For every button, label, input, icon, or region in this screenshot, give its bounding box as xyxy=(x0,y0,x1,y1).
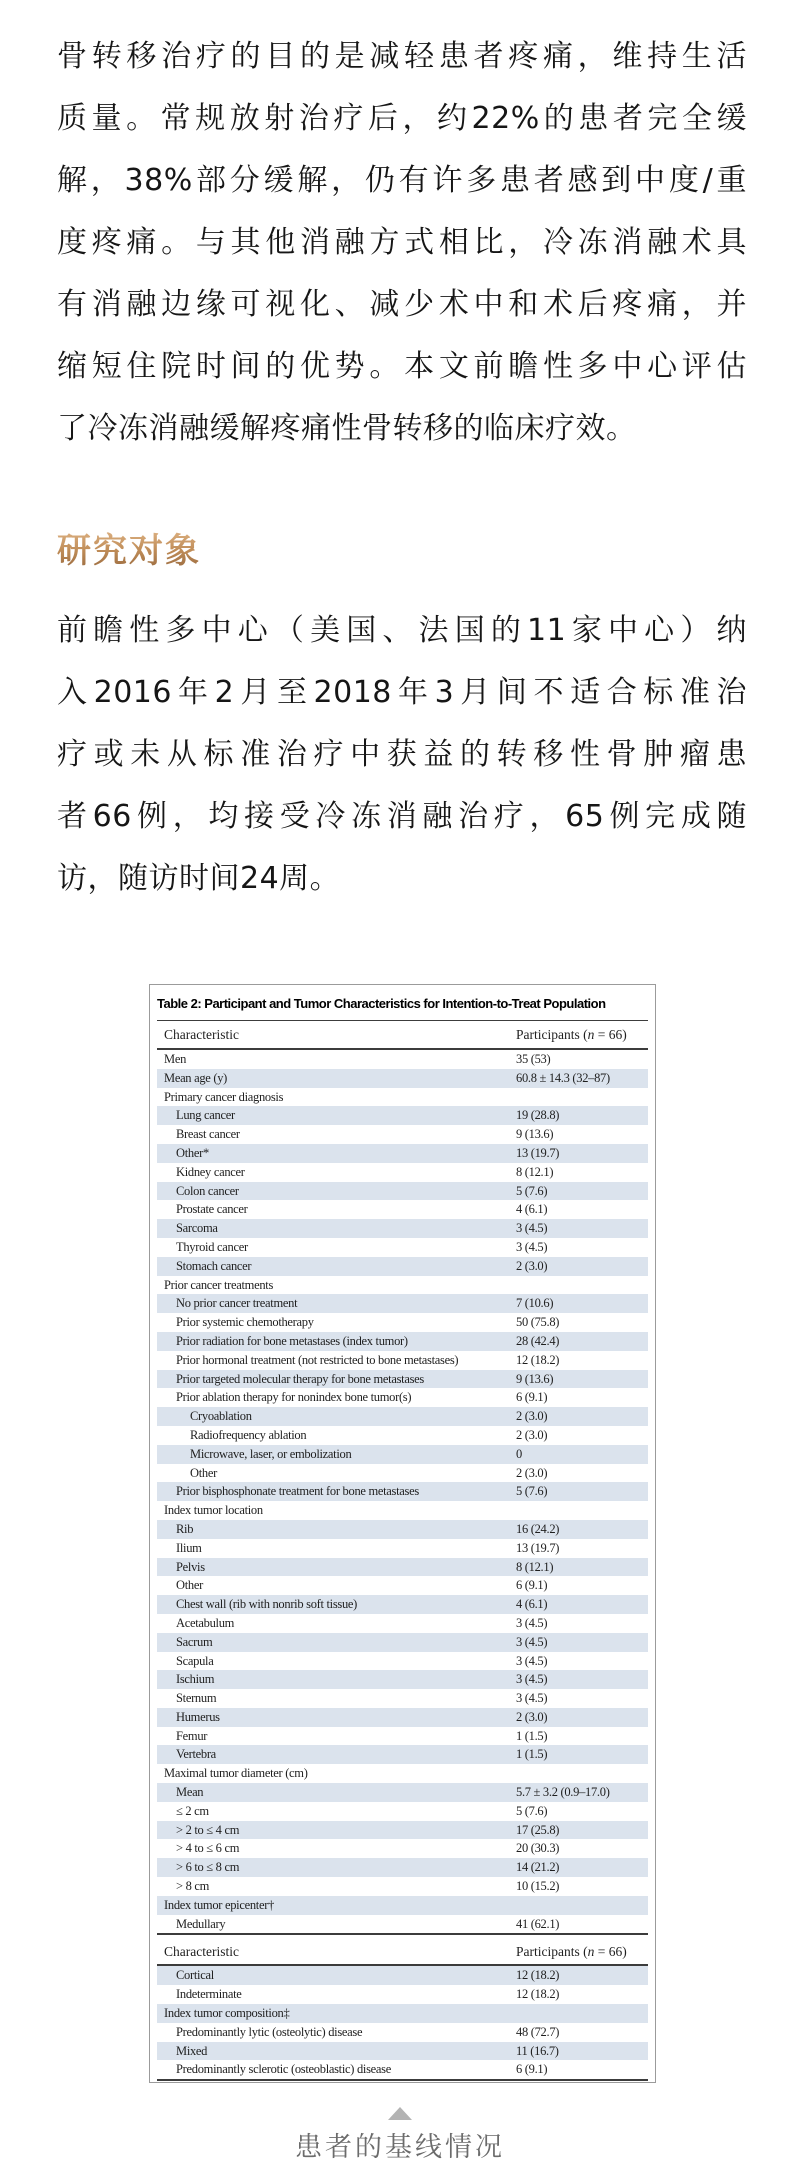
table-row xyxy=(157,2023,648,2042)
row-label: Other xyxy=(190,1465,217,1480)
row-label: Index tumor location xyxy=(164,1503,263,1518)
table-row xyxy=(157,1558,648,1577)
row-label: Prior systemic chemotherapy xyxy=(176,1315,314,1330)
column-header-characteristic: Characteristic xyxy=(164,1026,239,1042)
row-value: 3 (4.5) xyxy=(516,1672,548,1687)
row-label: Sacrum xyxy=(176,1634,213,1649)
table-row xyxy=(157,1727,648,1746)
row-label: Primary cancer diagnosis xyxy=(164,1089,284,1104)
paragraph-line: 了冷冻消融缓解疼痛性骨转移的临床疗效。 xyxy=(57,411,637,446)
row-value: 12 (18.2) xyxy=(516,1352,560,1367)
row-label: Indeterminate xyxy=(176,1987,242,2002)
row-value: 9 (13.6) xyxy=(516,1127,554,1142)
row-value: 5.7 ± 3.2 (0.9–17.0) xyxy=(516,1785,610,1800)
table-row xyxy=(157,2060,648,2079)
table-row xyxy=(157,1276,648,1295)
table-row xyxy=(157,1200,648,1219)
table-row xyxy=(157,1595,648,1614)
row-value: 13 (19.7) xyxy=(516,1540,560,1555)
row-value: 2 (3.0) xyxy=(516,1258,548,1273)
row-label: Predominantly lytic (osteolytic) disease xyxy=(176,2024,363,2039)
row-value: 10 (15.2) xyxy=(516,1879,560,1894)
paragraph-line: 解，38%部分缓解，仍有许多患者感到中度/重 xyxy=(57,163,747,198)
table-row xyxy=(157,2004,648,2023)
row-label: Mean xyxy=(176,1785,204,1800)
row-label: Men xyxy=(164,1052,187,1066)
row-label: Index tumor composition‡ xyxy=(164,2006,290,2021)
row-label: No prior cancer treatment xyxy=(176,1296,298,1311)
table-row xyxy=(157,1407,648,1426)
row-label: Sternum xyxy=(176,1691,217,1706)
row-label: Other xyxy=(176,1578,203,1593)
row-value: 3 (4.5) xyxy=(516,1221,548,1236)
column-header-participants xyxy=(516,1944,648,1960)
row-label: Medullary xyxy=(176,1916,226,1931)
row-label: Humerus xyxy=(176,1709,220,1724)
row-label: Kidney cancer xyxy=(176,1164,245,1179)
row-value: 5 (7.6) xyxy=(516,1183,548,1198)
paragraph-line: 者66例，均接受冷冻消融治疗，65例完成随 xyxy=(57,799,747,834)
table-row xyxy=(157,1858,648,1877)
table-row xyxy=(157,1839,648,1858)
paragraph-line: 疗或未从标准治疗中获益的转移性骨肿瘤患 xyxy=(57,737,747,772)
figure-caption: 患者的基线情况 xyxy=(295,2132,505,2164)
column-header-participants xyxy=(516,1027,648,1043)
row-label: Cortical xyxy=(176,1968,214,1983)
row-value: 12 (18.2) xyxy=(516,1968,560,1983)
table-row xyxy=(157,1106,648,1125)
row-label: Maximal tumor diameter (cm) xyxy=(164,1766,308,1781)
row-label: Microwave, laser, or embolization xyxy=(190,1446,352,1461)
row-label: Radiofrequency ablation xyxy=(190,1427,307,1442)
study-population-paragraph xyxy=(57,600,747,910)
table-rows-part1 xyxy=(157,1050,648,1935)
table-row xyxy=(157,1219,648,1238)
table-row xyxy=(157,1689,648,1708)
table-row xyxy=(157,1764,648,1783)
table-column-header xyxy=(157,1021,648,1050)
row-value: 13 (19.7) xyxy=(516,1145,560,1160)
section-heading-wrap xyxy=(57,528,800,580)
row-value: 9 (13.6) xyxy=(516,1371,554,1386)
row-label: Lung cancer xyxy=(176,1108,235,1123)
row-label: > 4 to ≤ 6 cm xyxy=(176,1841,240,1856)
table-row xyxy=(157,1294,648,1313)
row-label: ≤ 2 cm xyxy=(176,1803,209,1818)
row-label: Prior targeted molecular therapy for bone metastases xyxy=(176,1371,424,1386)
table-row xyxy=(157,1163,648,1182)
row-value: 8 (12.1) xyxy=(516,1559,554,1574)
row-label: Ilium xyxy=(176,1540,202,1555)
row-value: 19 (28.8) xyxy=(516,1108,560,1123)
row-label: Prior bisphosphonate treatment for bone metastases xyxy=(176,1484,419,1499)
table-row xyxy=(157,1576,648,1595)
row-value: 50 (75.8) xyxy=(516,1315,560,1330)
row-label: Rib xyxy=(176,1521,194,1536)
row-value: 2 (3.0) xyxy=(516,1409,548,1424)
table-row xyxy=(157,1050,648,1069)
row-value: 2 (3.0) xyxy=(516,1427,548,1442)
table-row xyxy=(157,1088,648,1107)
paragraph-line: 入2016年2月至2018年3月间不适合标准治 xyxy=(57,675,747,710)
row-value: 0 xyxy=(516,1446,522,1461)
table-row xyxy=(157,1877,648,1896)
paragraph-line: 骨转移治疗的目的是减轻患者疼痛，维持生活 xyxy=(57,39,747,74)
row-value: 7 (10.6) xyxy=(516,1296,554,1311)
row-label: Stomach cancer xyxy=(176,1258,252,1273)
participants-post: = 66) xyxy=(594,1944,627,1960)
table-row xyxy=(157,1520,648,1539)
row-value: 5 (7.6) xyxy=(516,1484,548,1499)
row-value: 28 (42.4) xyxy=(516,1333,560,1348)
row-value: 48 (72.7) xyxy=(516,2024,560,2039)
row-value: 2 (3.0) xyxy=(516,1709,548,1724)
table-row xyxy=(157,1370,648,1389)
row-label: Chest wall (rib with nonrib soft tissue) xyxy=(176,1597,358,1612)
table-row xyxy=(157,1445,648,1464)
table-row xyxy=(157,1388,648,1407)
table-row xyxy=(157,1821,648,1840)
row-value: 3 (4.5) xyxy=(516,1615,548,1630)
table-row xyxy=(157,1351,648,1370)
row-value: 2 (3.0) xyxy=(516,1465,548,1480)
row-label: Index tumor epicenter† xyxy=(164,1897,275,1912)
paragraph-line: 质量。常规放射治疗后，约22%的患者完全缓 xyxy=(57,101,747,136)
participants-n: n xyxy=(587,1026,595,1042)
row-label: Pelvis xyxy=(176,1559,205,1574)
row-value: 4 (6.1) xyxy=(516,1597,548,1612)
row-value: 11 (16.7) xyxy=(516,2043,559,2058)
table-row xyxy=(157,1313,648,1332)
table-row xyxy=(157,1633,648,1652)
table-row xyxy=(157,1482,648,1501)
row-value: 6 (9.1) xyxy=(516,1390,548,1405)
table-row xyxy=(157,1238,648,1257)
table-2-inner xyxy=(157,985,648,2081)
row-value: 60.8 ± 14.3 (32–87) xyxy=(516,1070,610,1085)
row-value: 8 (12.1) xyxy=(516,1164,554,1179)
table-row xyxy=(157,1670,648,1689)
row-value: 12 (18.2) xyxy=(516,1987,560,2002)
row-label: Prior hormonal treatment (not restricted to bone metastases) xyxy=(176,1352,459,1367)
table-row xyxy=(157,1745,648,1764)
row-label: Other* xyxy=(176,1145,209,1160)
row-value: 3 (4.5) xyxy=(516,1691,548,1706)
row-label: > 8 cm xyxy=(176,1879,210,1894)
participants-pre: Participants ( xyxy=(516,1026,588,1042)
row-label: Prior radiation for bone metastases (index tumor) xyxy=(176,1333,408,1348)
table-figure xyxy=(149,984,656,2083)
row-label: Acetabulum xyxy=(176,1615,235,1630)
row-label: Femur xyxy=(176,1728,208,1743)
row-label: Cryoablation xyxy=(190,1409,252,1424)
paragraph-line: 访，随访时间24周。 xyxy=(57,861,341,896)
row-value: 14 (21.2) xyxy=(516,1860,560,1875)
participants-pre: Participants ( xyxy=(516,1944,588,1960)
row-label: Scapula xyxy=(176,1653,214,1668)
row-label: Prostate cancer xyxy=(176,1202,248,1217)
row-label: > 2 to ≤ 4 cm xyxy=(176,1822,240,1837)
table-row xyxy=(157,1069,648,1088)
table-title: Table 2: Participant and Tumor Characteristics for Intention-to-Treat Population xyxy=(157,985,648,1021)
table-row xyxy=(157,1332,648,1351)
table-row xyxy=(157,1257,648,1276)
table-row xyxy=(157,1985,648,2004)
row-label: Predominantly sclerotic (osteoblastic) disease xyxy=(176,2062,391,2077)
row-label: Colon cancer xyxy=(176,1183,239,1198)
row-label: Prior cancer treatments xyxy=(164,1277,274,1292)
row-value: 4 (6.1) xyxy=(516,1202,548,1217)
table-row xyxy=(157,1144,648,1163)
table-row xyxy=(157,1708,648,1727)
table-row xyxy=(157,1652,648,1671)
table-row xyxy=(157,1915,648,1934)
row-label: Breast cancer xyxy=(176,1127,240,1142)
intro-paragraph xyxy=(57,0,747,460)
row-label: > 6 to ≤ 8 cm xyxy=(176,1860,240,1875)
collapse-triangle-icon xyxy=(388,2107,412,2120)
row-value: 17 (25.8) xyxy=(516,1822,560,1837)
table-row xyxy=(157,1426,648,1445)
table-row xyxy=(157,1966,648,1985)
row-value: 3 (4.5) xyxy=(516,1634,548,1649)
section-heading: 研究对象 xyxy=(57,528,201,574)
table-2 xyxy=(149,984,656,2083)
row-value: 3 (4.5) xyxy=(516,1239,548,1254)
row-label: Vertebra xyxy=(176,1747,216,1762)
table-row xyxy=(157,1464,648,1483)
row-label: Mixed xyxy=(176,2043,208,2058)
column-header-characteristic: Characteristic xyxy=(164,1944,239,1960)
paragraph-line: 有消融边缘可视化、减少术中和术后疼痛，并 xyxy=(57,287,747,322)
row-value: 5 (7.6) xyxy=(516,1803,548,1818)
table-row xyxy=(157,1539,648,1558)
row-value: 20 (30.3) xyxy=(516,1841,560,1856)
row-label: Ischium xyxy=(176,1672,215,1687)
table-row xyxy=(157,1182,648,1201)
table-row xyxy=(157,1125,648,1144)
row-value: 6 (9.1) xyxy=(516,2062,548,2077)
table-row xyxy=(157,1896,648,1915)
participants-post: = 66) xyxy=(594,1026,627,1042)
table-row xyxy=(157,1501,648,1520)
row-value: 1 (1.5) xyxy=(516,1728,548,1743)
row-label: Thyroid cancer xyxy=(176,1239,248,1254)
row-value: 16 (24.2) xyxy=(516,1521,560,1536)
table-row xyxy=(157,2042,648,2061)
row-value: 6 (9.1) xyxy=(516,1578,548,1593)
row-label: Prior ablation therapy for nonindex bone tumor(s) xyxy=(176,1390,412,1405)
paragraph-line: 度疼痛。与其他消融方式相比，冷冻消融术具 xyxy=(57,225,747,260)
table-row xyxy=(157,1783,648,1802)
table-row xyxy=(157,1614,648,1633)
table-column-header-repeat xyxy=(157,1940,648,1966)
paragraph-line: 前瞻性多中心（美国、法国的11家中心）纳 xyxy=(57,613,747,648)
paragraph-line: 缩短住院时间的优势。本文前瞻性多中心评估 xyxy=(57,349,747,384)
row-value: 41 (62.1) xyxy=(516,1916,560,1931)
row-label: Sarcoma xyxy=(176,1221,218,1236)
row-label: Mean age (y) xyxy=(164,1070,228,1085)
participants-n: n xyxy=(587,1944,595,1960)
table-rows-part2 xyxy=(157,1966,648,2079)
row-value: 3 (4.5) xyxy=(516,1653,548,1668)
table-row xyxy=(157,1802,648,1821)
row-value: 1 (1.5) xyxy=(516,1747,548,1762)
row-value: 35 (53) xyxy=(516,1052,551,1066)
